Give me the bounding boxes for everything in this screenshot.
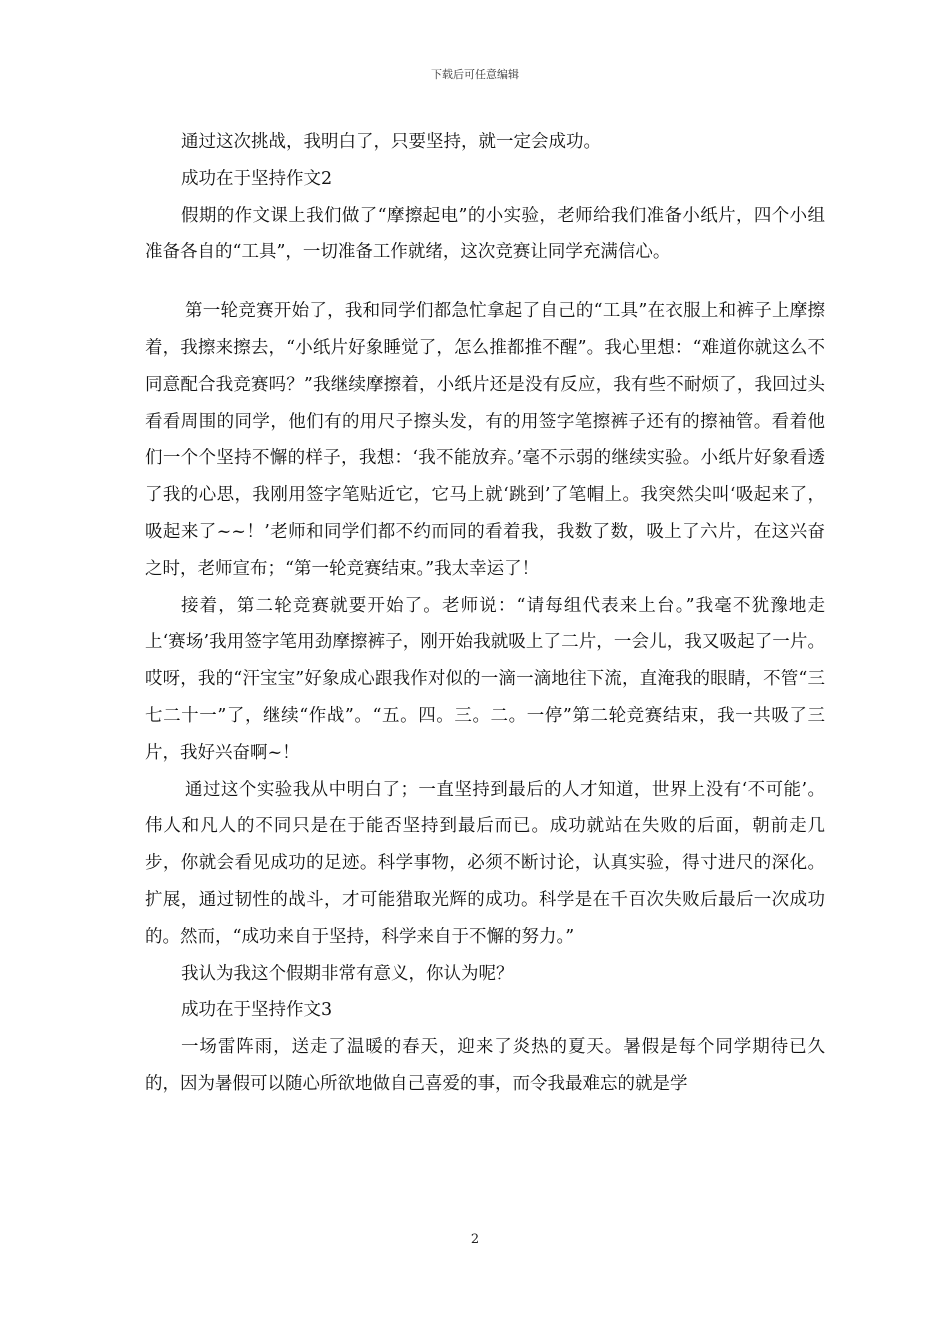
page-number: 2	[470, 1232, 480, 1247]
paragraph-5: 接着，第二轮竞赛就要开始了。老师说：“请每组代表来上台。”我毫不犹豫地走上‘赛场’我用签字笔用劲摩擦裤子，刚开始我就吸上了二片，一会儿，我又吸起了一片。哎呀，我的“汗宝宝”好象成心跟我作对似的一滴一滴地往下流，直淹我的眼睛，不管“三七二十一”了，继续“作战”。“五。四。三。二。一停”第二轮竞赛结束，我一共吸了三片，我好兴奋啊~！	[145, 595, 825, 763]
page-header: 下载后可任意编辑	[431, 68, 519, 81]
paragraph-3: 假期的作文课上我们做了“摩擦起电”的小实验，老师给我们准备小纸片，四个小组准备各自的“工具”，一切准备工作就绪，这次竞赛让同学充满信心。	[145, 205, 825, 263]
section-title-3: 成功在于坚持作文3	[181, 1000, 333, 1021]
paragraph-6: 通过这个实验我从中明白了；一直坚持到最后的人才知道，世界上没有‘不可能’。伟人和凡人的不同只是在于能否坚持到最后而已。成功就站在失败的后面，朝前走几步，你就会看见成功的足迹。科学事物，必须不断讨论，认真实验，得寸进尺的深化。扩展，通过韧性的战斗，才可能猎取光辉的成功。科学是在千百次失败后最后一次成功的。然而，“成功来自于坚持，科学来自于不懈的努力。”	[145, 779, 825, 947]
paragraph-1: 通过这次挑战，我明白了，只要坚持，就一定会成功。	[181, 132, 601, 152]
paragraph-7: 我认为我这个假期非常有意义，你认为呢？	[181, 963, 514, 984]
document-body	[145, 124, 825, 1103]
section-title-2: 成功在于坚持作文2	[181, 168, 333, 189]
paragraph-9: 一场雷阵雨，送走了温暖的春天，迎来了炎热的夏天。暑假是每个同学期待已久的，因为暑假可以随心所欲地做自己喜爱的事，而令我最难忘的就是学	[145, 1037, 825, 1094]
paragraph-gap	[145, 271, 825, 293]
paragraph-4: 第一轮竞赛开始了，我和同学们都急忙拿起了自己的“工具”在衣服上和裤子上摩擦着，我擦来擦去，“小纸片好象睡觉了，怎么推都推不醒”。我心里想：“难道你就这么不同意配合我竞赛吗？”我继续摩擦着，小纸片还是没有反应，我有些不耐烦了，我回过头看看周围的同学，他们有的用尺子擦头发，有的用签字笔擦裤子还有的擦袖管。看着他们一个个坚持不懈的样子，我想：‘我不能放弃。’毫不示弱的继续实验。小纸片好象看透了我的心思，我刚用签字笔贴近它，它马上就‘跳到’了笔帽上。我突然尖叫‘吸起来了，吸起来了~~！’老师和同学们都不约而同的看着我，我数了数，吸上了六片，在这兴奋之时，老师宣布；“第一轮竞赛结束。”我太幸运了！	[145, 301, 825, 579]
